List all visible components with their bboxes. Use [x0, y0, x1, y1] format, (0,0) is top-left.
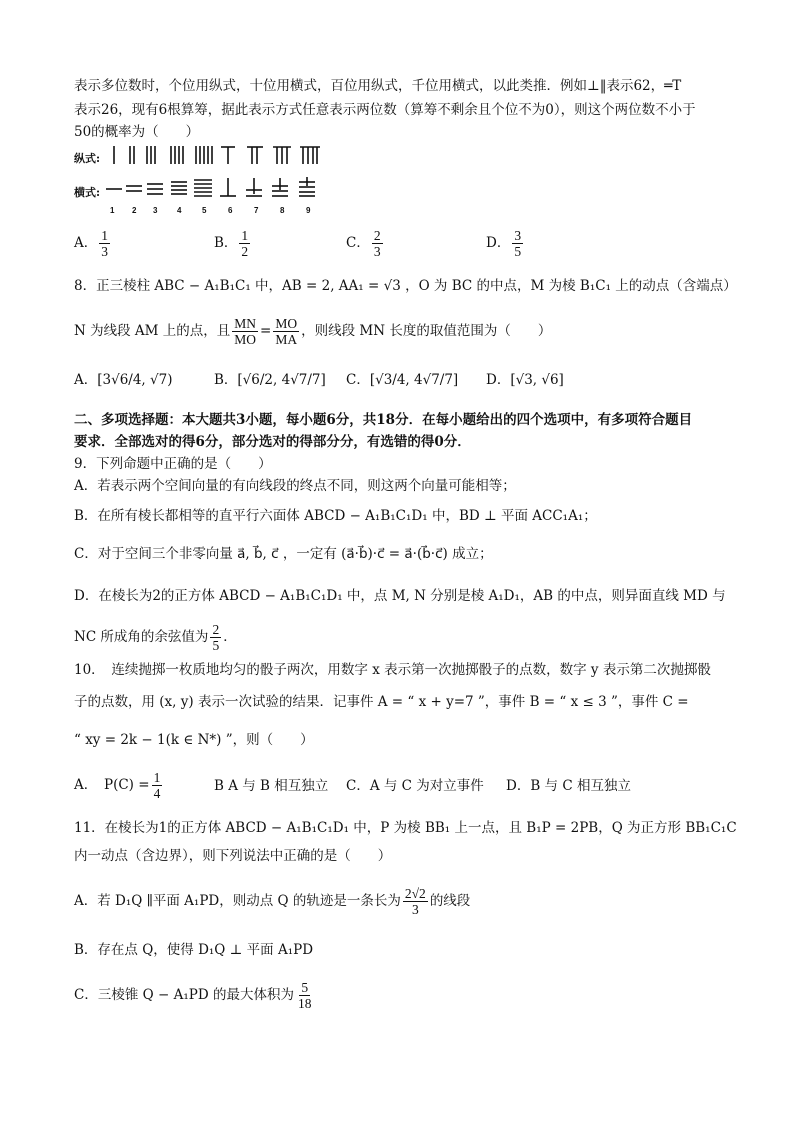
q9-option-c[interactable]: C．对于空间三个非零向量 a⃗, b⃗, c⃗ ，一定有 (a⃗·b⃗)·c⃗ = a⃗·(b⃗·c⃗) 成立；: [74, 546, 493, 562]
digit-3: 3: [153, 206, 158, 215]
q11-option-a[interactable]: A．若 D₁Q ∥平面 A₁PD，则动点 Q 的轨迹是一条长为 $\frac{2√2}{3}$ 的线段: [74, 886, 471, 917]
vertical-rods: [114, 146, 320, 164]
digit-6: 6: [228, 206, 233, 215]
q8-option-b[interactable]: B．[√6/2, 4√7/7]: [214, 372, 326, 388]
q7-option-d[interactable]: D． $\frac{3}{5}$: [486, 228, 522, 259]
q8-option-c[interactable]: C．[√3/4, 4√7/7]: [346, 372, 459, 388]
q7-line3: 50的概率为（ ）: [74, 124, 200, 140]
horizontal-rods: [106, 177, 315, 196]
q11-option-c[interactable]: C．三棱锥 Q − A₁PD 的最大体积为 $\frac{5}{18}$: [74, 980, 312, 1011]
q7-line2: 表示26，现有6根算筹，据此表示方式任意表示两位数（算筹不剩余且个位不为0），则这个两位数不小于: [74, 102, 696, 118]
digit-1: 1: [110, 206, 115, 215]
q11-line2: 内一动点（含边界），则下列说法中正确的是（ ）: [74, 848, 392, 864]
digit-8: 8: [280, 206, 285, 215]
q8-line1: 8．正三棱柱 ABC − A₁B₁C₁ 中，AB = 2, AA₁ = √3 ，O 为 BC 的中点，M 为棱 B₁C₁ 上的动点（含端点）: [74, 278, 737, 294]
q10-option-d[interactable]: D．B 与 C 相互独立: [506, 778, 631, 794]
q9-option-b[interactable]: B．在所有棱长都相等的直平行六面体 ABCD − A₁B₁C₁D₁ 中，BD ⊥ 平面 ACC₁A₁；: [74, 508, 597, 524]
q11-line1: 11．在棱长为1的正方体 ABCD − A₁B₁C₁D₁ 中，P 为棱 BB₁ 上一点，且 B₁P = 2PB，Q 为正方形 BB₁C₁C: [74, 820, 737, 836]
q11-option-b[interactable]: B．存在点 Q，使得 D₁Q ⊥ 平面 A₁PD: [74, 942, 314, 958]
q9-option-a[interactable]: A．若表示两个空间向量的有向线段的终点不同，则这两个向量可能相等；: [74, 478, 516, 494]
q7-option-a[interactable]: A． $\frac{1}{3}$: [74, 228, 108, 259]
section2-line2: 要求．全部选对的得6分，部分选对的得部分分，有选错的得0分．: [74, 434, 471, 450]
digit-2: 2: [132, 206, 137, 215]
counting-rods-figure: [74, 144, 334, 222]
q9-stem: 9．下列命题中正确的是（ ）: [74, 456, 272, 472]
q10-line3: “ xy = 2k − 1(k ∈ N*) ”，则（ ）: [74, 732, 314, 748]
q10-line2: 子的点数，用 (x, y) 表示一次试验的结果．记事件 A = “ x + y=7 ”，事件 B = “ x ≤ 3 ”，事件 C =: [74, 694, 689, 710]
q10-option-b[interactable]: B A 与 B 相互独立: [214, 778, 329, 794]
section2-line1: 二、多项选择题：本大题共3小题，每小题6分，共18分．在每小题给出的四个选项中，有多项符合题目: [74, 412, 693, 428]
q7-option-b[interactable]: B． $\frac{1}{2}$: [214, 228, 249, 259]
q10-line1: 10． 连续抛掷一枚质地均匀的骰子两次，用数字 x 表示第一次抛掷骰子的点数，数字 y 表示第二次抛掷骰: [74, 662, 711, 678]
q10-option-a[interactable]: A． P(C) = $\frac{1}{4}$: [74, 770, 161, 801]
q8-option-a[interactable]: A．[3√6/4, √7): [74, 372, 173, 388]
digit-7: 7: [254, 206, 259, 215]
q8-option-d[interactable]: D．[√3, √6]: [486, 372, 564, 388]
q10-option-c[interactable]: C．A 与 C 为对立事件: [346, 778, 484, 794]
digit-5: 5: [202, 206, 207, 215]
digit-4: 4: [177, 206, 182, 215]
q7-option-c[interactable]: C． $\frac{2}{3}$: [346, 228, 381, 259]
q7-line1: 表示多位数时，个位用纵式，十位用横式，百位用纵式，千位用横式，以此类推．例如⊥‖表示62，═T: [74, 78, 682, 94]
digit-9: 9: [306, 206, 311, 215]
q8-line2: N 为线段 AM 上的点，且 $\frac{MN}{MO}$ = $\frac{MO}{MA}$ ，则线段 MN 长度的取值范围为（ ）: [74, 316, 552, 347]
q9-option-d-line2: NC 所成角的余弦值为 $\frac{2}{5}$ ．: [74, 622, 237, 653]
vertical-label: 纵式:: [74, 152, 101, 165]
q9-option-d-line1[interactable]: D．在棱长为2的正方体 ABCD − A₁B₁C₁D₁ 中，点 M, N 分别是棱 A₁D₁，AB 的中点，则异面直线 MD 与: [74, 588, 726, 604]
horizontal-label: 横式:: [74, 186, 101, 199]
